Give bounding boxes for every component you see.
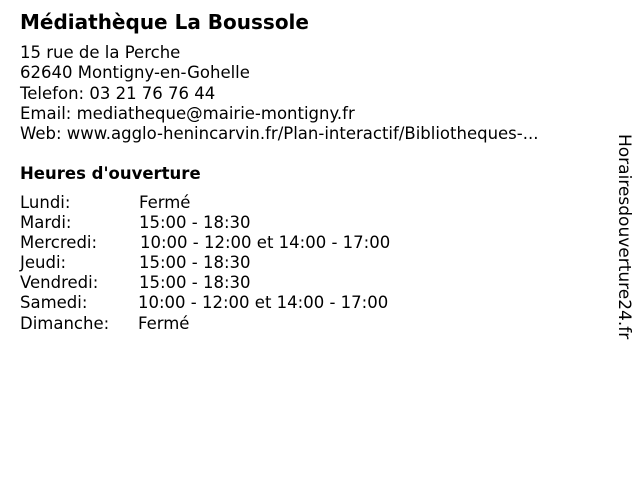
phone-number: Telefon: 03 21 76 76 44 — [20, 83, 216, 103]
library-name: Médiathèque La Boussole — [20, 10, 309, 34]
opening-time: 15:00 - 18:30 — [139, 213, 251, 233]
street-address: 15 rue de la Perche — [20, 43, 181, 62]
day-label: Mercredi: — [20, 233, 98, 253]
day-label: Dimanche: — [20, 313, 110, 333]
email-address: Email: mediatheque@mairie-montigny.fr — [20, 103, 355, 123]
hours-heading: Heures d'ouverture — [20, 164, 201, 183]
day-label: Samedi: — [20, 293, 88, 313]
website-url: Web: www.agglo-henincarvin.fr/Plan-interactif/Bibliotheques-... — [20, 124, 539, 144]
opening-time: Fermé — [139, 193, 191, 212]
day-label: Vendredi: — [20, 273, 99, 293]
day-label: Lundi: — [20, 193, 71, 212]
opening-time: 10:00 - 12:00 et 14:00 - 17:00 — [138, 293, 389, 313]
site-watermark: Horairesdouverture24.fr — [614, 134, 634, 340]
opening-time: 15:00 - 18:30 — [139, 253, 251, 273]
opening-time: 10:00 - 12:00 et 14:00 - 17:00 — [140, 233, 391, 253]
day-label: Mardi: — [20, 213, 72, 233]
address-block — [20, 43, 538, 144]
postal-city: 62640 Montigny-en-Gohelle — [20, 63, 250, 83]
day-label: Jeudi: — [20, 253, 67, 273]
opening-time: Fermé — [138, 313, 190, 333]
opening-time: 15:00 - 18:30 — [139, 273, 251, 293]
